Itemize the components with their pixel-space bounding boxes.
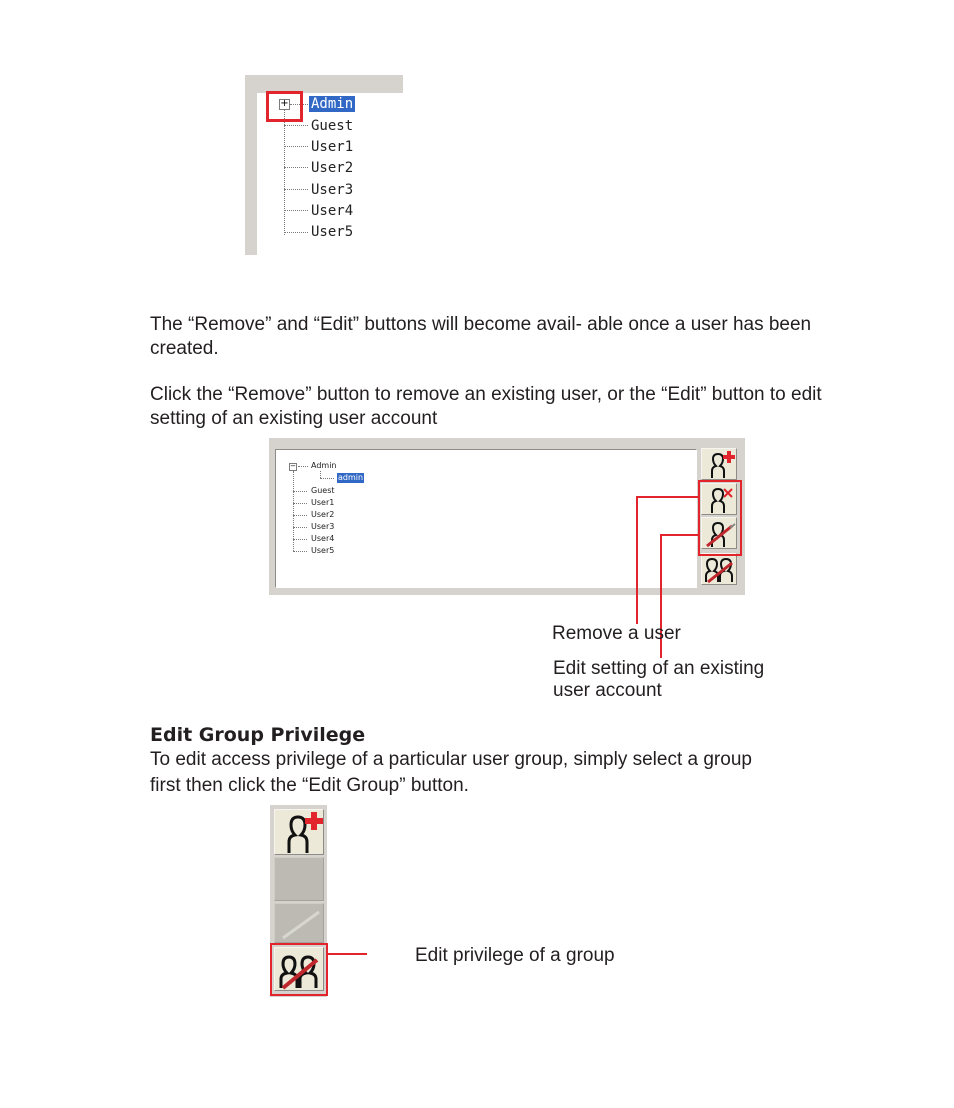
annotation-remove-user: Remove a user [552, 623, 681, 644]
tree-connector [284, 146, 308, 147]
callout-line [636, 496, 699, 498]
paragraph: The “Remove” and “Edit” buttons will become avail- able once a user has been created. [150, 314, 812, 359]
tree-node-admin[interactable] [311, 95, 355, 113]
add-user-icon [702, 449, 738, 481]
tree-node-user2[interactable]: User2 [311, 510, 335, 519]
edit-user-icon [275, 904, 325, 944]
user-tree-panel [245, 75, 403, 255]
tree-connector [293, 551, 307, 552]
paragraph: To edit access privilege of a particular user group, simply select a group [150, 749, 752, 770]
edit-group-button[interactable] [701, 553, 737, 585]
annotation-edit-user: user account [553, 680, 662, 701]
tree-node-user4[interactable]: User4 [311, 534, 335, 543]
callout-highlight [266, 91, 303, 122]
tree-connector [293, 515, 307, 516]
callout-highlight [270, 943, 328, 996]
edit-group-icon [702, 554, 738, 586]
tree-node-admin[interactable]: admin [338, 473, 364, 482]
callout-line [327, 953, 367, 955]
tree-node-admin-group[interactable]: Admin [311, 461, 337, 470]
add-user-button[interactable] [274, 809, 324, 855]
callout-line [660, 534, 699, 536]
remove-user-button[interactable] [274, 857, 324, 901]
tree-connector [298, 466, 308, 467]
user-management-panel [269, 438, 745, 595]
tree-node-user5[interactable]: User5 [311, 224, 354, 240]
tree-node-user5[interactable]: User5 [311, 546, 335, 555]
tree-view [275, 449, 697, 588]
tree-node-user3[interactable]: User3 [311, 182, 354, 198]
tree-node-user3[interactable]: User3 [311, 522, 335, 531]
tree-node-user1[interactable]: User1 [311, 498, 335, 507]
panel-frame [245, 75, 257, 255]
tree-connector [293, 491, 307, 492]
collapse-icon[interactable]: − [290, 462, 296, 470]
button-strip [270, 805, 327, 997]
tree-node-user4[interactable]: User4 [311, 203, 354, 219]
tree-connector [320, 471, 321, 478]
tree-connector [284, 232, 308, 233]
tree-connector [293, 503, 307, 504]
callout-highlight [698, 480, 742, 556]
tree-node-label: Admin [311, 96, 354, 112]
annotation-edit-user: Edit setting of an existing [553, 658, 765, 679]
tree-connector [293, 527, 307, 528]
tree-node-guest[interactable]: Guest [311, 118, 354, 134]
paragraph: Click the “Remove” button to remove an existing user, or the “Edit” button to edit setting of an existing user account [150, 384, 822, 429]
tree-connector [284, 167, 308, 168]
tree-node-user1[interactable]: User1 [311, 139, 354, 155]
add-user-button[interactable] [701, 448, 737, 480]
tree-connector [284, 210, 308, 211]
callout-line [636, 496, 638, 624]
expand-icon[interactable]: + [280, 98, 289, 109]
tree-node-guest[interactable]: Guest [311, 486, 335, 495]
tree-connector [284, 125, 308, 126]
tree-connector [320, 478, 334, 479]
section-heading: Edit Group Privilege [150, 724, 366, 746]
tree-node-user2[interactable]: User2 [311, 160, 354, 176]
edit-user-button[interactable] [274, 903, 324, 943]
tree-connector [284, 189, 308, 190]
annotation-edit-group: Edit privilege of a group [415, 945, 615, 966]
tree-connector [293, 539, 307, 540]
tree-connector [284, 109, 285, 235]
add-user-icon [275, 810, 325, 856]
paragraph: first then click the “Edit Group” button. [150, 775, 469, 796]
